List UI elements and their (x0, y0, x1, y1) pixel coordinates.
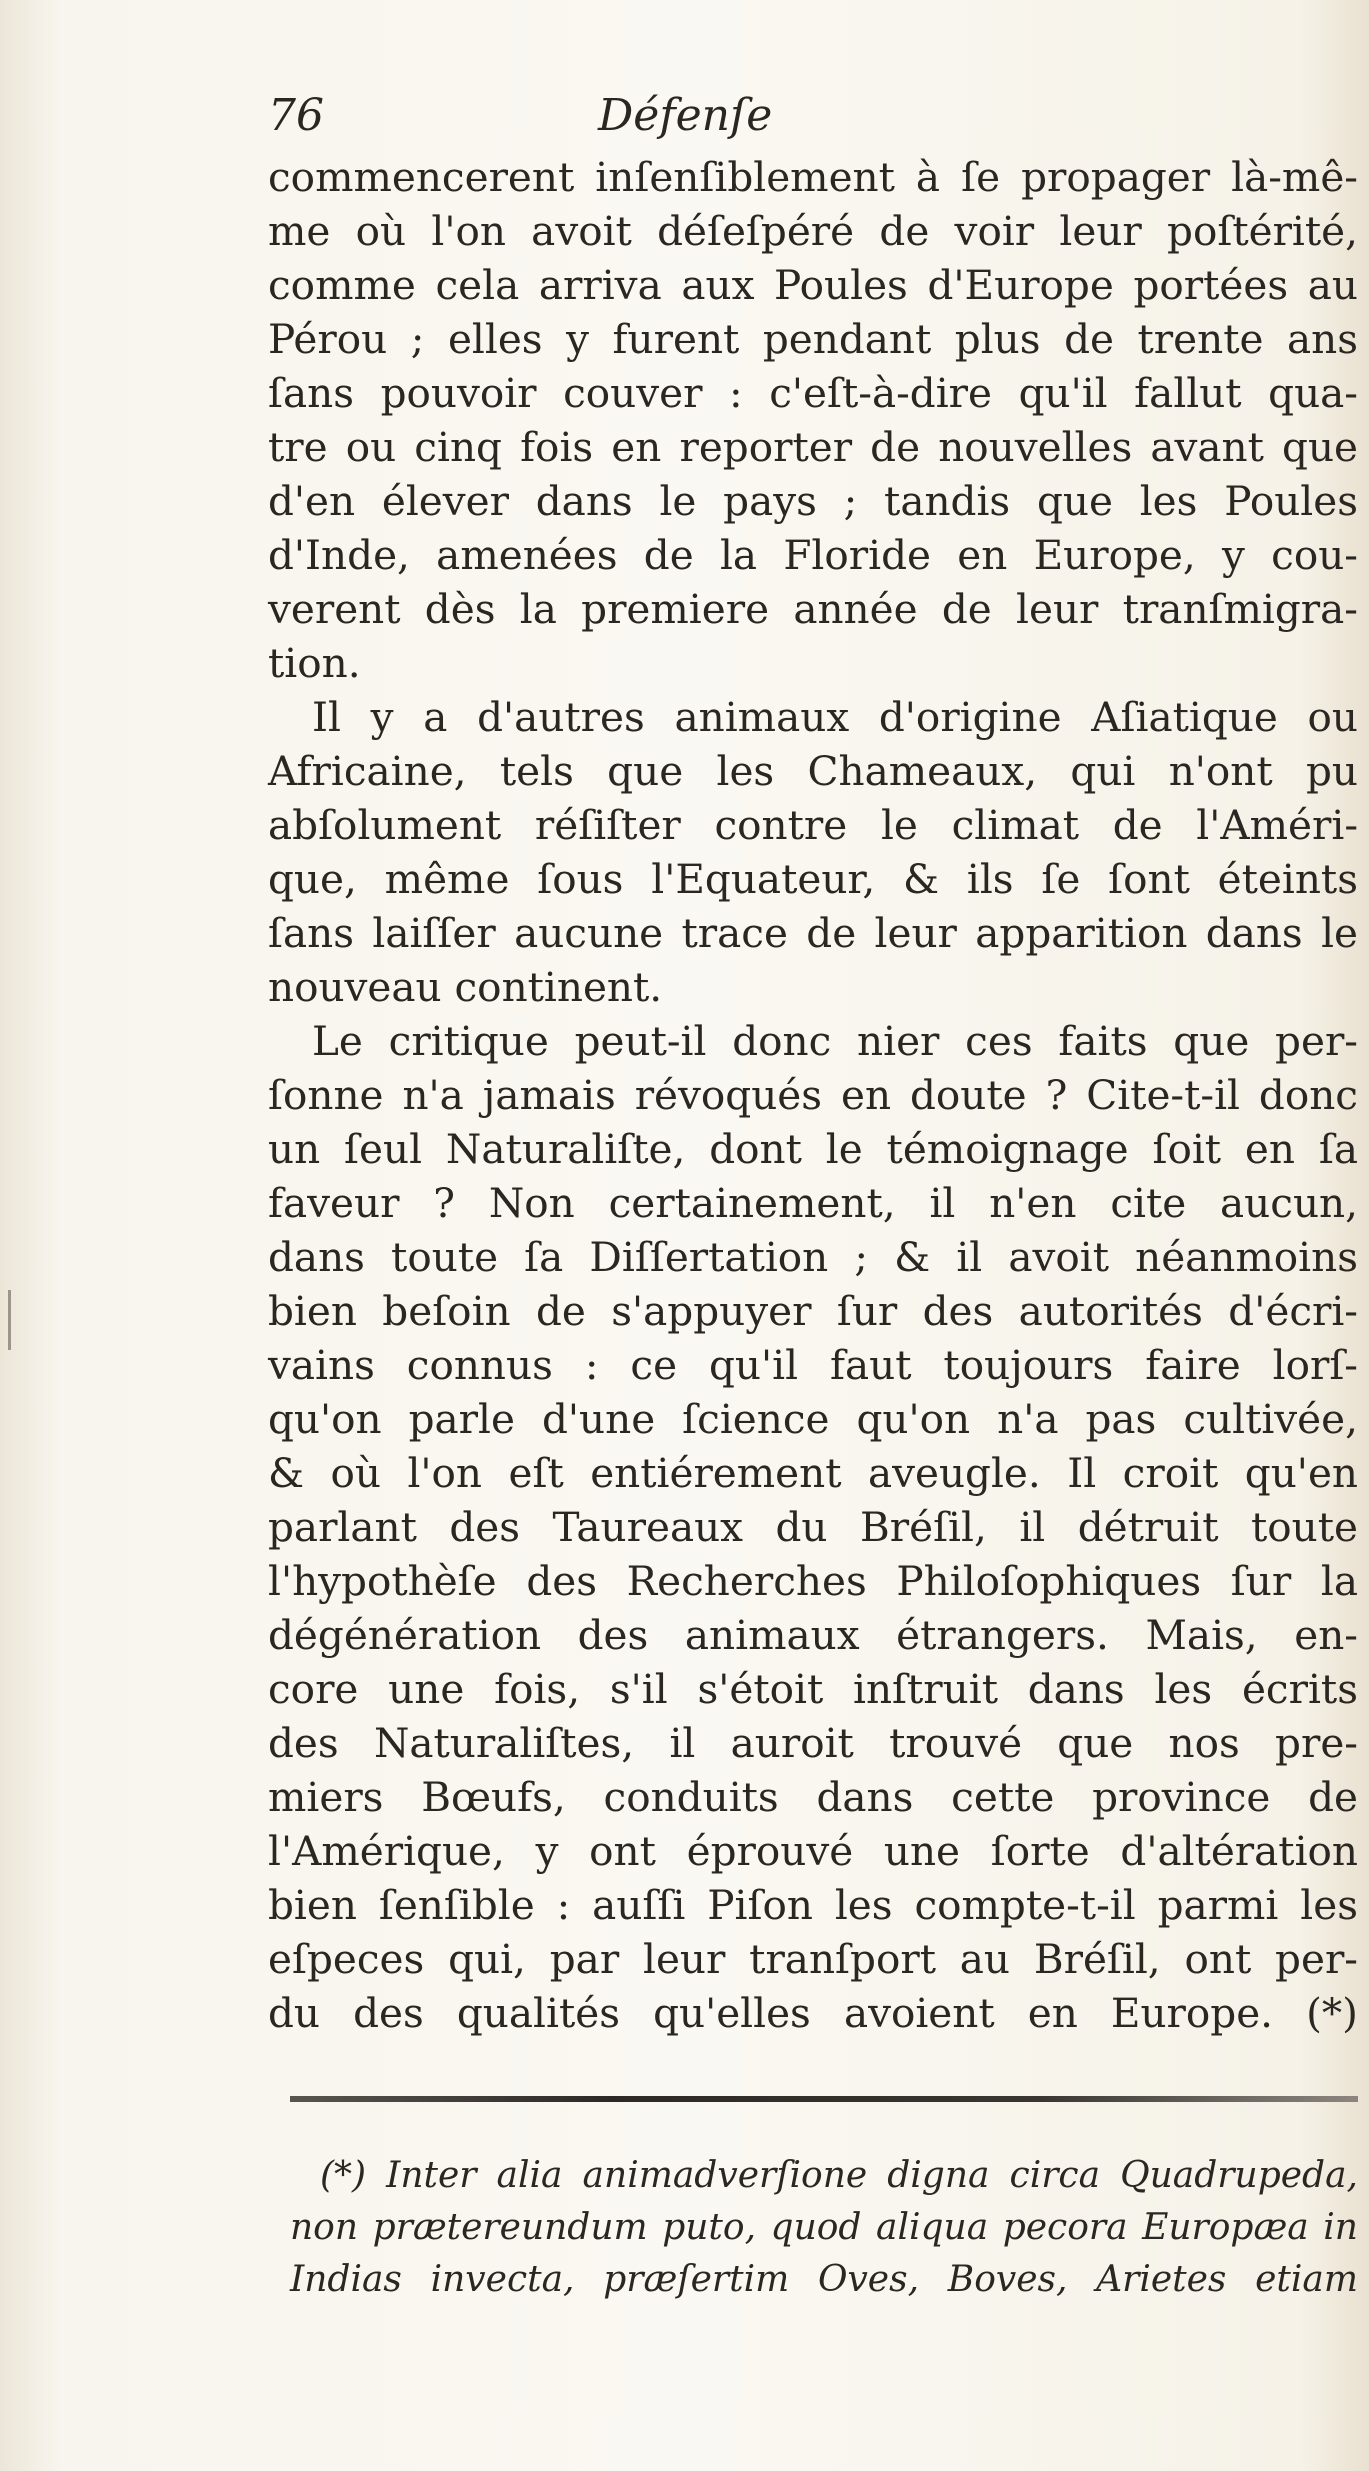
text-line: des Naturaliſtes, il auroit trouvé que nos pre- (268, 1719, 1358, 1767)
footnote-line: (*) Inter alia animadverſione digna circa Quadrupeda, (320, 2155, 1358, 2196)
paragraph-first-line: Il y a d'autres animaux d'origine Aſiatique ou (312, 693, 1358, 741)
text-line: l'Amérique, y ont éprouvé une ſorte d'altération (268, 1827, 1358, 1875)
footnote-line: Indias invecta, præſertim Oves, Boves, Arietes etiam (290, 2259, 1358, 2300)
page-header (268, 90, 1358, 154)
text-line: d'en élever dans le pays ; tandis que les Poules (268, 477, 1358, 525)
text-line: Africaine, tels que les Chameaux, qui n'ont pu (268, 747, 1358, 795)
margin-mark (8, 1290, 11, 1350)
text-line: verent dès la premiere année de leur tranſmigra- (268, 585, 1358, 633)
text-line: parlant des Taureaux du Bréſil, il détruit toute (268, 1503, 1358, 1551)
text-line: me où l'on avoit déſeſpéré de voir leur poſtérité, (268, 207, 1358, 255)
text-line: miers Bœufs, conduits dans cette province de (268, 1773, 1358, 1821)
text-line: vains connus : ce qu'il faut toujours faire lorſ- (268, 1341, 1358, 1389)
text-line: dégénération des animaux étrangers. Mais, en- (268, 1611, 1358, 1659)
footnote-rule (290, 2096, 1358, 2102)
text-line: bien ſenſible : auſſi Piſon les compte-t-il parmi les (268, 1881, 1358, 1929)
text-line: tre ou cinq fois en reporter de nouvelles avant que (268, 423, 1358, 471)
page-number: 76 (268, 90, 324, 141)
text-line: ſonne n'a jamais révoqués en doute ? Cite-t-il donc (268, 1071, 1358, 1119)
text-line: l'hypothèſe des Recherches Philoſophiques ſur la (268, 1557, 1358, 1605)
text-line: du des qualités qu'elles avoient en Europe. (*) (268, 1989, 1358, 2037)
text-line: ſans pouvoir couver : c'eſt-à-dire qu'il fallut qua- (268, 369, 1358, 417)
text-line: dans toute ſa Diſſertation ; & il avoit néanmoins (268, 1233, 1358, 1281)
text-line: faveur ? Non certainement, il n'en cite aucun, (268, 1179, 1358, 1227)
text-line: Pérou ; elles y furent pendant plus de trente ans (268, 315, 1358, 363)
text-line: qu'on parle d'une ſcience qu'on n'a pas cultivée, (268, 1395, 1358, 1443)
text-line: & où l'on eſt entiérement aveugle. Il croit qu'en (268, 1449, 1358, 1497)
running-title: Défenſe (598, 90, 773, 141)
text-line: que, même ſous l'Equateur, & ils ſe ſont éteints (268, 855, 1358, 903)
text-line: d'Inde, amenées de la Floride en Europe, y cou- (268, 531, 1358, 579)
text-line: abſolument réſiſter contre le climat de l'Améri- (268, 801, 1358, 849)
footnote (290, 2150, 1358, 2306)
text-line: commencerent inſenſiblement à ſe propager là-mê- (268, 153, 1358, 201)
text-line: eſpeces qui, par leur tranſport au Bréſil, ont per- (268, 1935, 1358, 1983)
text-line: core une fois, s'il s'étoit inſtruit dans les écrits (268, 1665, 1358, 1713)
text-line: bien beſoin de s'appuyer ſur des autorités d'écri- (268, 1287, 1358, 1335)
body-text (268, 150, 1358, 2040)
text-line: ſans laiſſer aucune trace de leur apparition dans le (268, 909, 1358, 957)
text-line: un ſeul Naturaliſte, dont le témoignage ſoit en ſa (268, 1125, 1358, 1173)
footnote-line: non prætereundum puto, quod aliqua pecora Europæa in (290, 2207, 1358, 2248)
text-line: nouveau continent. (268, 963, 663, 1011)
text-line: tion. (268, 639, 361, 687)
paragraph-first-line: Le critique peut-il donc nier ces faits que per- (312, 1017, 1358, 1065)
text-line: comme cela arriva aux Poules d'Europe portées au (268, 261, 1358, 309)
